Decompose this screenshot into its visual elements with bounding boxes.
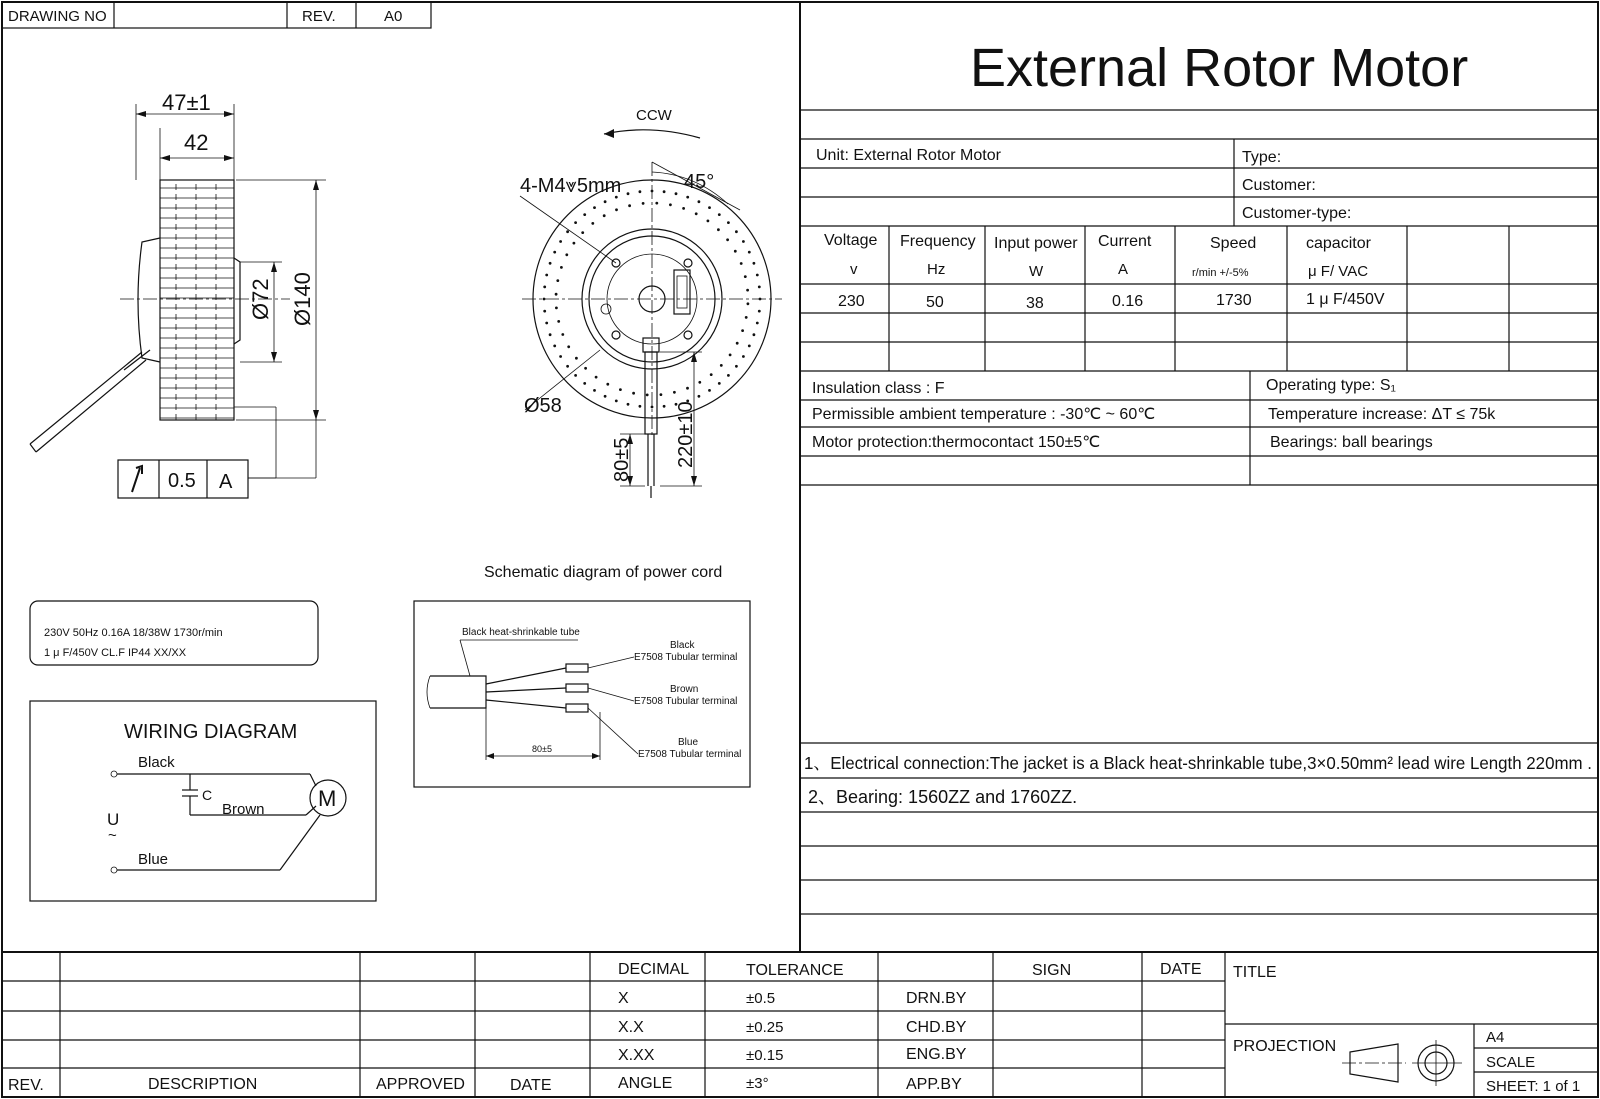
- vent-dot: [639, 405, 642, 408]
- motor-label: M: [318, 786, 337, 811]
- projection-symbol-icon: [1342, 1040, 1462, 1086]
- drawing-no-label: DRAWING NO: [8, 8, 107, 25]
- vent-dot: [557, 320, 560, 323]
- vent-dot: [627, 403, 630, 406]
- datum-label: A: [219, 471, 233, 493]
- tb-tol-xx: ±0.25: [746, 1019, 784, 1036]
- vent-dot: [545, 274, 548, 277]
- vent-dot: [603, 214, 606, 217]
- power-cord-title: Schematic diagram of power cord: [484, 564, 723, 581]
- tb-decimal-x: X: [618, 990, 629, 1007]
- vent-dot: [583, 213, 586, 216]
- note-1: 1、Electrical connection:The jacket is a Black heat-shrinkable tube,3×0.50mm² lead wire Length 220mm .: [804, 753, 1592, 773]
- tb-tol-angle: ±3°: [746, 1075, 769, 1092]
- vent-dot: [720, 364, 723, 367]
- vent-dot: [632, 392, 635, 395]
- tb-size: A4: [1486, 1029, 1505, 1046]
- val-capacitor: 1 μ F/450V: [1306, 291, 1385, 308]
- vent-dot: [628, 204, 631, 207]
- spec-insulation: Insulation class : F: [812, 380, 945, 397]
- hdr-capacitor: capacitor: [1306, 235, 1371, 252]
- vent-dot: [615, 208, 618, 211]
- power-cord-schematic: [414, 564, 750, 787]
- vent-dot: [567, 345, 570, 348]
- vent-dot: [553, 251, 556, 254]
- terminal-label-2: E7508 Tubular terminal: [634, 696, 738, 707]
- wire-black-label: Black: [670, 640, 695, 651]
- vent-dot: [566, 230, 569, 233]
- vent-dot: [663, 190, 666, 193]
- wire-brown-label: Brown: [670, 684, 699, 695]
- lead-220: 220±10: [675, 401, 697, 468]
- vent-dot: [735, 365, 738, 368]
- vent-dot: [748, 251, 751, 254]
- side-view: [30, 90, 326, 498]
- wire-brown: Brown: [222, 801, 265, 818]
- vent-dot: [565, 253, 568, 256]
- vent-dot: [559, 240, 562, 243]
- vent-dot: [642, 202, 645, 205]
- vent-dot: [746, 289, 749, 292]
- val-voltage: 230: [838, 293, 865, 310]
- supply-label: U: [107, 810, 120, 829]
- val-frequency: 50: [926, 294, 944, 311]
- vent-dot: [660, 393, 663, 396]
- vent-dot: [735, 230, 738, 233]
- hdr-speed-unit: r/min +/-5%: [1192, 267, 1249, 279]
- vent-dot: [574, 221, 577, 224]
- title-block: [2, 952, 1598, 1097]
- vent-dot: [727, 221, 730, 224]
- spec-values: [838, 291, 1385, 312]
- rotation-label: CCW: [636, 107, 672, 124]
- tb-decimal: DECIMAL: [618, 961, 690, 978]
- wire-blue: Blue: [138, 851, 169, 868]
- vent-dot: [707, 220, 710, 223]
- vent-dot: [718, 213, 721, 216]
- vent-dot: [555, 307, 558, 310]
- vent-dot: [686, 196, 689, 199]
- vent-dot: [729, 354, 732, 357]
- tb-scale: SCALE: [1486, 1054, 1536, 1071]
- cap-label: C: [202, 787, 213, 803]
- vent-dot: [646, 394, 649, 397]
- vent-dot: [663, 405, 666, 408]
- vent-dot: [655, 202, 658, 205]
- tb-rev: REV.: [8, 1077, 44, 1094]
- hdr-current: Current: [1098, 233, 1152, 250]
- wiring-title: WIRING DIAGRAM: [124, 721, 298, 743]
- vent-dot: [604, 200, 607, 203]
- vent-dot: [593, 389, 596, 392]
- spec-temp-increase: Temperature increase: ΔT ≤ 75k: [1268, 406, 1496, 423]
- wiring-diagram: [30, 701, 376, 901]
- holes-spec: 4-M4⩔5mm: [520, 175, 622, 197]
- spec-type: Type:: [1242, 149, 1282, 166]
- rev-value: A0: [384, 8, 403, 25]
- vent-dot: [573, 242, 576, 245]
- dim-140: Ø140: [290, 272, 315, 326]
- tb-chd-by: CHD.BY: [906, 1019, 967, 1036]
- spec-operating: Operating type: S₁: [1266, 377, 1396, 394]
- vent-dot: [639, 190, 642, 193]
- spec-bearings: Bearings: ball bearings: [1270, 434, 1433, 451]
- vent-dot: [686, 387, 689, 390]
- vent-dot: [742, 240, 745, 243]
- tb-decimal-xx: X.X: [618, 1019, 644, 1036]
- vent-dot: [717, 228, 720, 231]
- vent-dot: [615, 400, 618, 403]
- tb-description: DESCRIPTION: [148, 1076, 258, 1093]
- vent-dot: [742, 355, 745, 358]
- spec-protection: Motor protection:thermocontact 150±5℃: [812, 434, 1101, 451]
- vent-dot: [745, 316, 748, 319]
- vent-dot: [708, 206, 711, 209]
- vent-dot: [698, 395, 701, 398]
- val-current: 0.16: [1112, 293, 1144, 310]
- tb-approved: APPROVED: [376, 1076, 465, 1093]
- vent-dot: [543, 298, 546, 301]
- tb-eng-by: ENG.BY: [906, 1046, 967, 1063]
- tb-tol-x: ±0.5: [746, 990, 776, 1007]
- vent-dot: [741, 329, 744, 332]
- vent-dot: [710, 373, 713, 376]
- vent-dot: [758, 310, 761, 313]
- vent-dot: [736, 342, 739, 345]
- val-speed: 1730: [1216, 292, 1252, 309]
- vent-dot: [758, 286, 761, 289]
- terminal-label-1: E7508 Tubular terminal: [634, 652, 738, 663]
- vent-dot: [718, 382, 721, 385]
- vent-dot: [581, 231, 584, 234]
- rotation-arrow-icon: [604, 130, 700, 138]
- vent-dot: [591, 222, 594, 225]
- length-dim: 80±5: [532, 744, 552, 754]
- vent-dot: [726, 238, 729, 241]
- vent-dot: [651, 190, 654, 193]
- vent-dot: [619, 388, 622, 391]
- front-view: [520, 107, 782, 498]
- tb-date: DATE: [510, 1077, 552, 1094]
- vent-dot: [740, 262, 743, 265]
- note-2: 2、Bearing: 1560ZZ and 1760ZZ.: [808, 787, 1078, 807]
- vent-dot: [756, 274, 759, 277]
- vent-dot: [566, 365, 569, 368]
- hdr-frequency-unit: Hz: [927, 261, 946, 278]
- angle-45: 45°: [684, 171, 715, 193]
- tb-sheet: SHEET: 1 of 1: [1486, 1078, 1581, 1095]
- tb-decimal-xxx: X.XX: [618, 1047, 655, 1064]
- drawing-title: External Rotor Motor: [970, 38, 1469, 98]
- terminal-label-3: E7508 Tubular terminal: [638, 749, 742, 760]
- vent-dot: [543, 286, 546, 289]
- nameplate-line1: 230V 50Hz 0.16A 18/38W 1730r/min: [44, 627, 223, 639]
- tb-tol-xxx: ±0.15: [746, 1047, 784, 1064]
- hdr-speed: Speed: [1210, 235, 1257, 252]
- hdr-capacitor-unit: μ F/ VAC: [1308, 263, 1369, 280]
- vent-dot: [682, 207, 685, 210]
- vent-dot: [556, 279, 559, 282]
- vent-dot: [561, 333, 564, 336]
- vent-dot: [753, 262, 756, 265]
- vent-dot: [595, 376, 598, 379]
- vent-dot: [627, 192, 630, 195]
- vent-dot: [549, 333, 552, 336]
- nameplate: [30, 601, 318, 665]
- vent-dot: [543, 310, 546, 313]
- dim-47: 47±1: [162, 90, 211, 115]
- spec-unit: Unit: External Rotor Motor: [816, 147, 1001, 164]
- vent-dot: [695, 212, 698, 215]
- vent-dot: [559, 355, 562, 358]
- tb-title: TITLE: [1233, 964, 1277, 981]
- vent-dot: [549, 262, 552, 265]
- lead-80: 80±5: [611, 437, 633, 482]
- tb-projection: PROJECTION: [1233, 1038, 1337, 1055]
- vent-dot: [744, 275, 747, 278]
- tb-tolerance: TOLERANCE: [746, 962, 844, 979]
- vent-dot: [560, 266, 563, 269]
- vent-dot: [753, 333, 756, 336]
- spec-ambient: Permissible ambient temperature : -30℃ ~ 60℃: [812, 406, 1156, 423]
- wire-black: Black: [138, 754, 175, 771]
- hdr-voltage: Voltage: [824, 232, 878, 249]
- spec-headers: [824, 232, 1372, 280]
- tb-sign: SIGN: [1032, 962, 1072, 979]
- spec-customer: Customer:: [1242, 177, 1316, 194]
- vent-dot: [759, 298, 762, 301]
- vent-dot: [584, 367, 587, 370]
- vent-dot: [734, 250, 737, 253]
- runout-arrow-icon: [132, 466, 142, 492]
- vent-dot: [747, 302, 750, 305]
- vent-dot: [553, 345, 556, 348]
- nameplate-line2: 1 μ F/450V CL.F IP44 XX/XX: [44, 647, 187, 659]
- vent-dot: [727, 374, 730, 377]
- rev-label: REV.: [302, 8, 336, 25]
- vent-dot: [593, 206, 596, 209]
- vent-dot: [575, 357, 578, 360]
- hdr-frequency: Frequency: [900, 233, 976, 250]
- vent-dot: [673, 391, 676, 394]
- vent-dot: [708, 389, 711, 392]
- vent-dot: [604, 395, 607, 398]
- vent-dot: [574, 374, 577, 377]
- vent-dot: [583, 382, 586, 385]
- tb-angle: ANGLE: [618, 1075, 673, 1092]
- vent-dot: [669, 203, 672, 206]
- tb-app-by: APP.BY: [906, 1076, 962, 1093]
- tb-drn-by: DRN.BY: [906, 990, 967, 1007]
- vent-dot: [748, 345, 751, 348]
- wire-blue-label: Blue: [678, 737, 699, 748]
- spec-customer-type: Customer-type:: [1242, 205, 1352, 222]
- dim-42: 42: [184, 130, 209, 155]
- tube-label: Black heat-shrinkable tube: [462, 627, 580, 638]
- vent-dot: [675, 192, 678, 195]
- vent-dot: [756, 322, 759, 325]
- header-block: [2, 2, 431, 28]
- hdr-power: Input power: [994, 235, 1078, 252]
- vent-dot: [555, 293, 558, 296]
- vent-dot: [698, 381, 701, 384]
- vent-dot: [545, 322, 548, 325]
- hdr-power-unit: W: [1029, 263, 1044, 280]
- runout-value: 0.5: [168, 470, 196, 492]
- supply-ac-icon: ~: [108, 827, 117, 844]
- hdr-current-unit: A: [1118, 261, 1129, 278]
- vent-dot: [698, 200, 701, 203]
- tb-date2: DATE: [1160, 961, 1202, 978]
- hdr-voltage-unit: v: [850, 261, 858, 278]
- vent-dot: [606, 383, 609, 386]
- dim-72: Ø72: [248, 278, 273, 320]
- vent-dot: [651, 406, 654, 409]
- dim-58: Ø58: [524, 395, 562, 417]
- val-power: 38: [1026, 295, 1044, 312]
